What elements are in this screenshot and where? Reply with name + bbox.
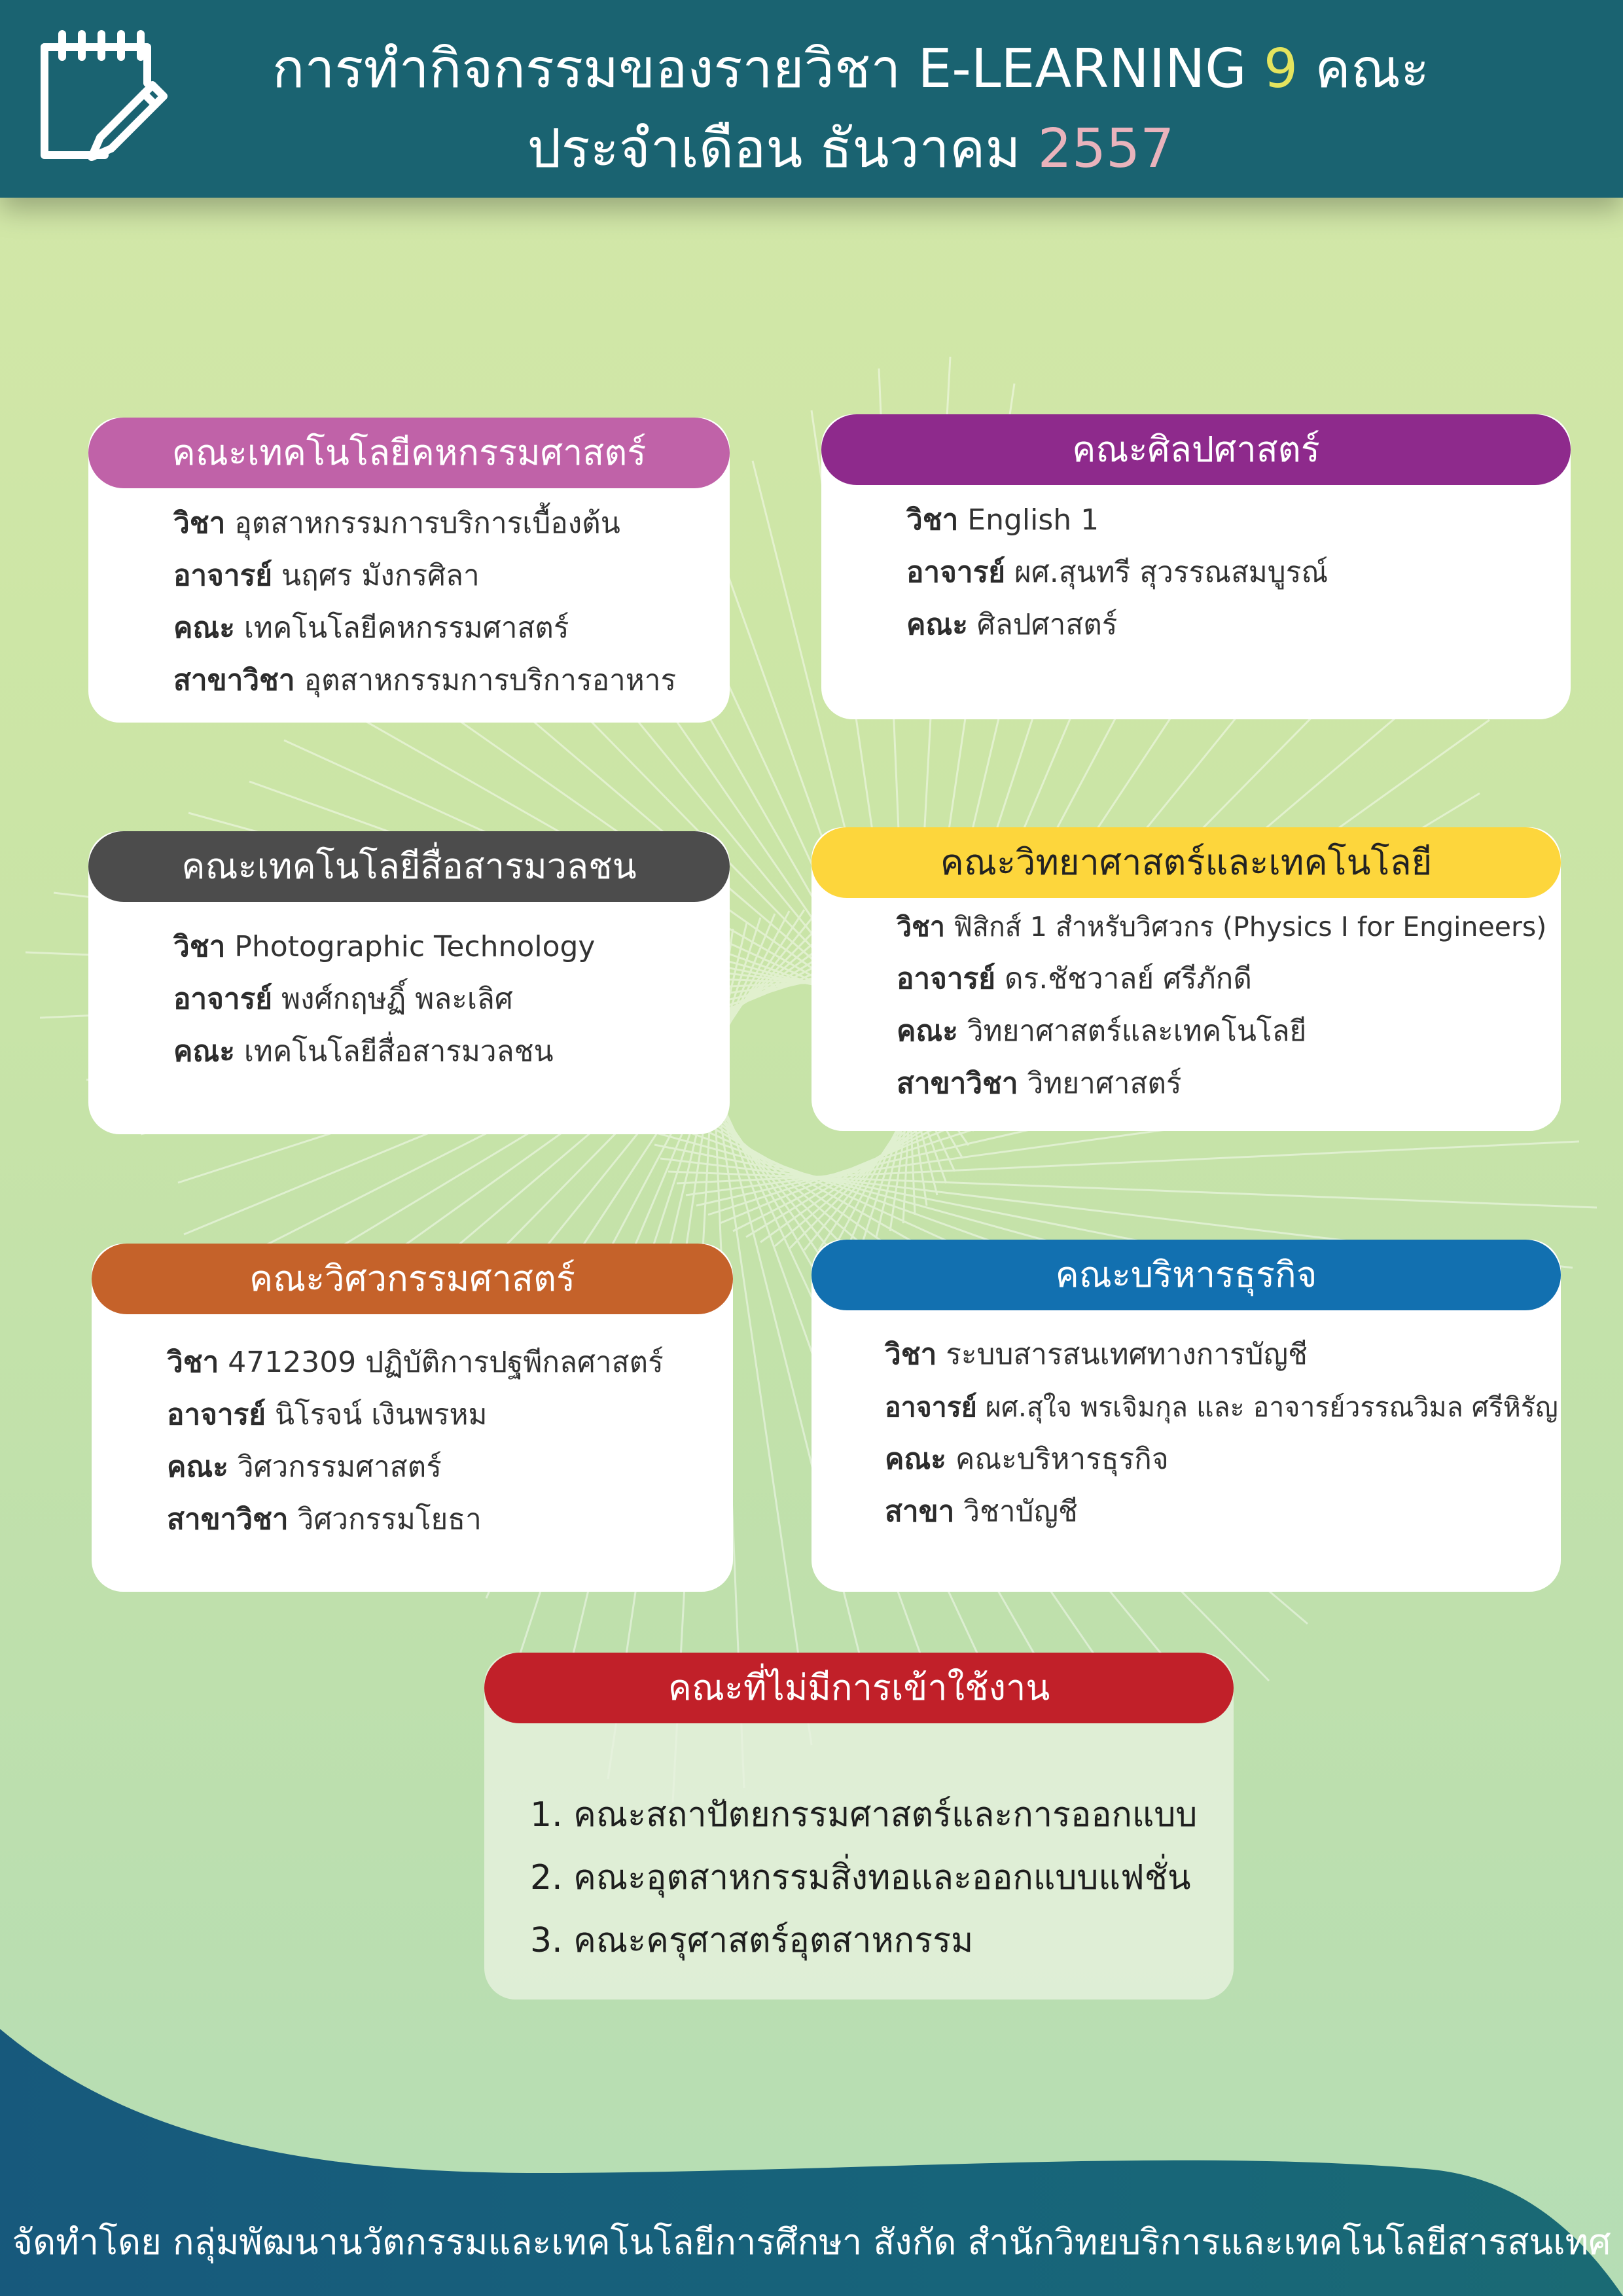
subject-row: วิชา ระบบสารสนเทศทางการบัญชี <box>885 1338 1308 1371</box>
card-header: คณะศิลปศาสตร์ <box>821 414 1571 485</box>
footer-credit: จัดทำโดย กลุ่มพัฒนานวัตกรรมและเทคโนโลยีการศึกษา สังกัด สำนักวิทยบริการและเทคโนโลยีสารสนเทศ <box>12 2221 1611 2263</box>
faculty-card-mass-communication <box>88 831 730 1134</box>
year-label: 2557 <box>1037 118 1175 180</box>
major-row: สาขา วิชาบัญชี <box>885 1495 1078 1528</box>
faculty-count: 9 <box>1263 38 1298 100</box>
card-header: คณะเทคโนโลยีสื่อสารมวลชน <box>88 831 730 902</box>
card-header: คณะบริหารธุรกิจ <box>812 1240 1561 1310</box>
subject-row: วิชา 4712309 ปฏิบัติการปฐพีกลศาสตร์ <box>167 1346 664 1379</box>
page-title: การทำกิจกรรมของรายวิชา E-LEARNING 9 คณะ <box>272 38 1430 100</box>
teacher-row: อาจารย์ พงศ์กฤษฏิ์ พละเลิศ <box>173 982 513 1016</box>
faculty-row: คณะ วิทยาศาสตร์และเทคโนโลยี <box>897 1014 1307 1048</box>
major-row: สาขาวิชา วิทยาศาสตร์ <box>897 1067 1182 1100</box>
subject-row: วิชา Photographic Technology <box>173 930 596 963</box>
major-row: สาขาวิชา อุตสาหกรรมการบริการอาหาร <box>173 664 677 697</box>
faculty-card-liberal-arts <box>821 414 1571 719</box>
faculty-card-business-administration <box>812 1240 1561 1592</box>
page-subtitle: ประจำเดือน ธันวาคม 2557 <box>527 118 1175 180</box>
edit-notepad-icon <box>33 21 183 171</box>
card-header: คณะที่ไม่มีการเข้าใช้งาน <box>484 1653 1234 1723</box>
teacher-row: อาจารย์ นฤศร มังกรศิลา <box>173 559 480 592</box>
no-usage-list <box>530 1784 1197 1972</box>
major-row: สาขาวิชา วิศวกรรมโยธา <box>167 1503 482 1536</box>
faculty-row: คณะ เทคโนโลยีสื่อสารมวลชน <box>173 1035 554 1068</box>
no-usage-card <box>484 1653 1234 2000</box>
subject-row: วิชา ฟิสิกส์ 1 สำหรับวิศวกร (Physics I for Engineers) <box>897 911 1547 942</box>
card-header: คณะวิศวกรรมศาสตร์ <box>92 1244 733 1314</box>
faculty-row: คณะ ศิลปศาสตร์ <box>906 608 1118 641</box>
list-item: 1. คณะสถาปัตยกรรมศาสตร์และการออกแบบ <box>530 1795 1198 1835</box>
faculty-row: คณะ คณะบริหารธุรกิจ <box>885 1443 1169 1476</box>
faculty-row: คณะ วิศวกรรมศาสตร์ <box>167 1450 442 1484</box>
list-item: 2. คณะอุตสาหกรรมสิ่งทอและออกแบบแฟชั่น <box>530 1858 1191 1897</box>
subject-row: วิชา English 1 <box>906 503 1099 537</box>
subject-row: วิชา อุตสาหกรรมการบริการเบื้องต้น <box>173 507 620 540</box>
faculty-card-science-technology <box>812 827 1561 1131</box>
faculty-row: คณะ เทคโนโลยีคหกรรมศาสตร์ <box>173 611 569 645</box>
list-item: 3. คณะครุศาสตร์อุตสาหกรรม <box>530 1921 974 1960</box>
faculty-card-engineering <box>92 1244 733 1592</box>
teacher-row: อาจารย์ ผศ.สุนทรี สุวรรณสมบูรณ์ <box>906 556 1329 589</box>
faculty-card-home-economics <box>88 418 730 723</box>
header-banner <box>0 0 1623 198</box>
teacher-row: อาจารย์ ดร.ชัชวาลย์ ศรีภักดี <box>897 962 1252 996</box>
card-header: คณะวิทยาศาสตร์และเทคโนโลยี <box>812 827 1561 898</box>
card-header: คณะเทคโนโลยีคหกรรมศาสตร์ <box>88 418 730 488</box>
teacher-row: อาจารย์ ผศ.สุใจ พรเจิมกุล และ อาจารย์วรรณวิมล ศรีหิรัญ <box>885 1391 1558 1423</box>
teacher-row: อาจารย์ นิโรจน์ เงินพรหม <box>167 1398 488 1431</box>
